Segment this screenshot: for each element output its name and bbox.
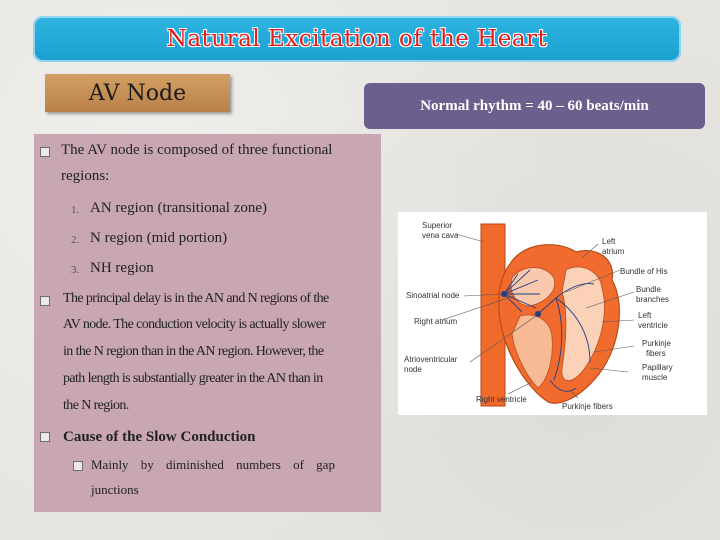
bullet1-line1: The AV node is composed of three functional [61, 142, 333, 158]
label-purkinje: fibers [646, 349, 666, 358]
label-purkinje: Purkinje [642, 339, 671, 348]
bullet2-line: The principal delay is in the AN and N regions of the [63, 291, 329, 306]
label-right-ventricle: Right ventricle [476, 395, 527, 404]
label-av-node: node [404, 365, 422, 374]
bullet2-line: the N region. [63, 398, 129, 413]
label-papillary-muscle: muscle [642, 373, 668, 382]
label-bundle-branches: branches [636, 295, 669, 304]
bullet3-heading: Cause of the Slow Conduction [63, 429, 256, 445]
label-left-ventricle: ventricle [638, 321, 668, 330]
bullet1-line2: regions: [61, 168, 110, 184]
label-left-ventricle: Left [638, 311, 652, 320]
bullet-icon [40, 296, 50, 306]
subtitle-text: AV Node [88, 80, 187, 106]
label-left-atrium: Left [602, 237, 616, 246]
label-bundle-of-his: Bundle of His [620, 267, 668, 276]
bullet2-line: AV node. The conduction velocity is actually slower [63, 317, 326, 332]
bullet3-sub-line1: Mainly by diminished numbers of gap [91, 457, 335, 472]
item-number: 3. [71, 264, 80, 276]
rhythm-box [364, 83, 705, 129]
item-number: 2. [71, 234, 80, 246]
label-sinoatrial-node: Sinoatrial node [406, 291, 460, 300]
page-title: Natural Excitation of the Heart [166, 26, 548, 52]
subtitle-tag [45, 74, 230, 112]
label-superior-vena-cava: Superior [422, 221, 453, 230]
title-bar [33, 16, 681, 62]
content-panel [34, 134, 381, 512]
list-item: N region (mid portion) [90, 230, 228, 246]
bullet3-sub-line2: junctions [91, 482, 139, 497]
bullet-icon [40, 432, 50, 442]
list-item: NH region [90, 260, 154, 276]
label-bundle-branches: Bundle [636, 285, 661, 294]
list-item: AN region (transitional zone) [90, 200, 268, 216]
rhythm-text: Normal rhythm = 40 – 60 beats/min [420, 97, 649, 114]
label-papillary-muscle: Papillary [642, 363, 673, 372]
label-left-atrium: atrium [602, 247, 625, 256]
label-right-atrium: Right atrium [414, 317, 458, 326]
label-superior-vena-cava: vena cava [422, 231, 459, 240]
sub-bullet-icon [73, 461, 83, 471]
bullet-icon [40, 147, 50, 157]
bullet2-line: in the N region than in the AN region. However, the [63, 344, 324, 359]
heart-diagram [398, 212, 707, 415]
label-av-node: Atrioventricular [404, 355, 458, 364]
label-purkinje-fibers: Purkinje fibers [562, 402, 613, 411]
right-ventricle-shape [512, 315, 552, 388]
bullet2-line: path length is substantially greater in the AN than in [63, 371, 323, 386]
item-number: 1. [71, 204, 80, 216]
